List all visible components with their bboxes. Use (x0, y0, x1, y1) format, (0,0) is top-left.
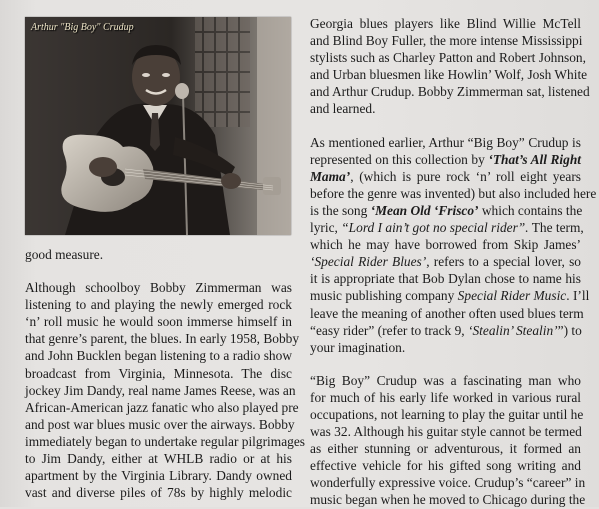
text-line: jockey Jim Dandy, real name James Reese, was an (25, 382, 296, 398)
text-line: represented on this collection by ‘That’s All Right (310, 151, 582, 167)
paragraph-crudup-songs (310, 134, 597, 356)
text-line: ‘n’ roll music he would soon immerse himself in (25, 314, 292, 330)
photo-arthur-crudup (25, 17, 291, 235)
text-line: vast and diverse piles of 78s by highly melodic (25, 485, 292, 501)
text-line: effective vehicle for his gifted song writing and (310, 458, 581, 474)
text-line: occupations, not learning to play the guitar until he (310, 406, 584, 422)
text-line: broadcast from Virginia, Minnesota. The disc (25, 365, 292, 381)
text-line: “Big Boy” Crudup was a fascinating man who (310, 372, 581, 388)
paragraph-crudup-bio (310, 372, 586, 509)
text-line: music publishing company Special Rider Music. I’ll (310, 288, 590, 304)
text-line: and John Bucklen began listening to a radio show (25, 348, 292, 364)
text-line: was 32. Although his guitar style cannot be termed (310, 424, 582, 440)
text-line: Mama’, (which is pure rock ‘n’ roll eight years (310, 168, 581, 184)
text-line: good measure. (25, 247, 104, 262)
text-line: Georgia blues players like Blind Willie McTell (310, 16, 581, 31)
song-title-mean-old-frisco: ‘Mean Old ‘Frisco’ (370, 202, 479, 218)
text-line: stylists such as Charley Patton and Robert Johnson, (310, 50, 586, 66)
text-line: wonderfully expressive voice. Crudup’s “career” in (310, 475, 586, 491)
text-line: and Urban bluesmen like Howlin’ Wolf, Josh White (310, 67, 588, 83)
song-title-stealin: ‘Stealin’ Stealin’ (468, 322, 558, 338)
lyric-quote: “Lord I ain’t got no special rider”. (341, 220, 529, 236)
text-line: is the song ‘Mean Old ‘Frisco’ which contains the (310, 202, 583, 218)
text-line: As mentioned earlier, Arthur “Big Boy” Crudup is (310, 134, 581, 150)
company-name-special-rider-music: Special Rider Music (457, 288, 567, 304)
text-line: for much of his early life worked in various rural (310, 389, 581, 405)
photo-caption: Arthur "Big Boy" Crudup (31, 22, 134, 33)
text-line: it is appropriate that Bob Dylan chose to name his (310, 271, 581, 287)
left-text-column (25, 246, 305, 501)
text-line: listening to and playing the newly emerged rock (25, 297, 292, 313)
text-line: before the genre was invented) but also included here (310, 185, 597, 201)
text-line: and learned. (310, 101, 376, 117)
text-line: ‘Special Rider Blues’, refers to a special lover, so (310, 254, 581, 270)
text-line: and post war blues music over the airways. Bobby (25, 416, 295, 432)
text-line: leave the meaning of another often used blues term (310, 305, 584, 321)
text-line: which he may have borrowed from Skip James’ (310, 237, 581, 253)
text-line: to Jim Dandy, either at WHLB radio or at his (25, 451, 292, 467)
song-title-special-rider-blues: ‘Special Rider Blues’ (310, 254, 427, 270)
text-line: immediately began to undertake regular pilgrimages (25, 433, 305, 449)
text-line: African-American jazz fanatic who also played pre (25, 399, 299, 415)
text-line: your imagination. (310, 339, 406, 355)
paragraph-continuation (25, 246, 292, 263)
text-line: as either stunning or adventurous, it formed an (310, 441, 581, 457)
guitarist-photo-image (25, 17, 291, 235)
song-title-mama: Mama’ (310, 168, 351, 184)
paragraph-zimmerman (25, 279, 305, 501)
paragraph-blues-players (310, 15, 590, 118)
text-line: that genre’s parent, the blues. In early 1958, Bobby (25, 331, 300, 347)
text-line: and Arthur Crudup. Bobby Zimmerman sat, listened (310, 84, 590, 100)
text-line: lyric, “Lord I ain’t got no special rider”. The term, (310, 220, 584, 236)
text-line: and Blind Boy Fuller, the more intense Mississippi (310, 33, 583, 49)
text-line: “easy rider” (refer to track 9, ‘Stealin’ Stealin’”) to (310, 322, 582, 338)
text-line: music began when he moved to Chicago during the (310, 492, 586, 508)
right-text-column (310, 15, 597, 509)
song-title-thats-all-right: ‘That’s All Right (488, 151, 582, 167)
text-line: apartment by the Virginia Library. Dandy owned (25, 468, 292, 484)
text-line: Although schoolboy Bobby Zimmerman was (25, 280, 292, 296)
